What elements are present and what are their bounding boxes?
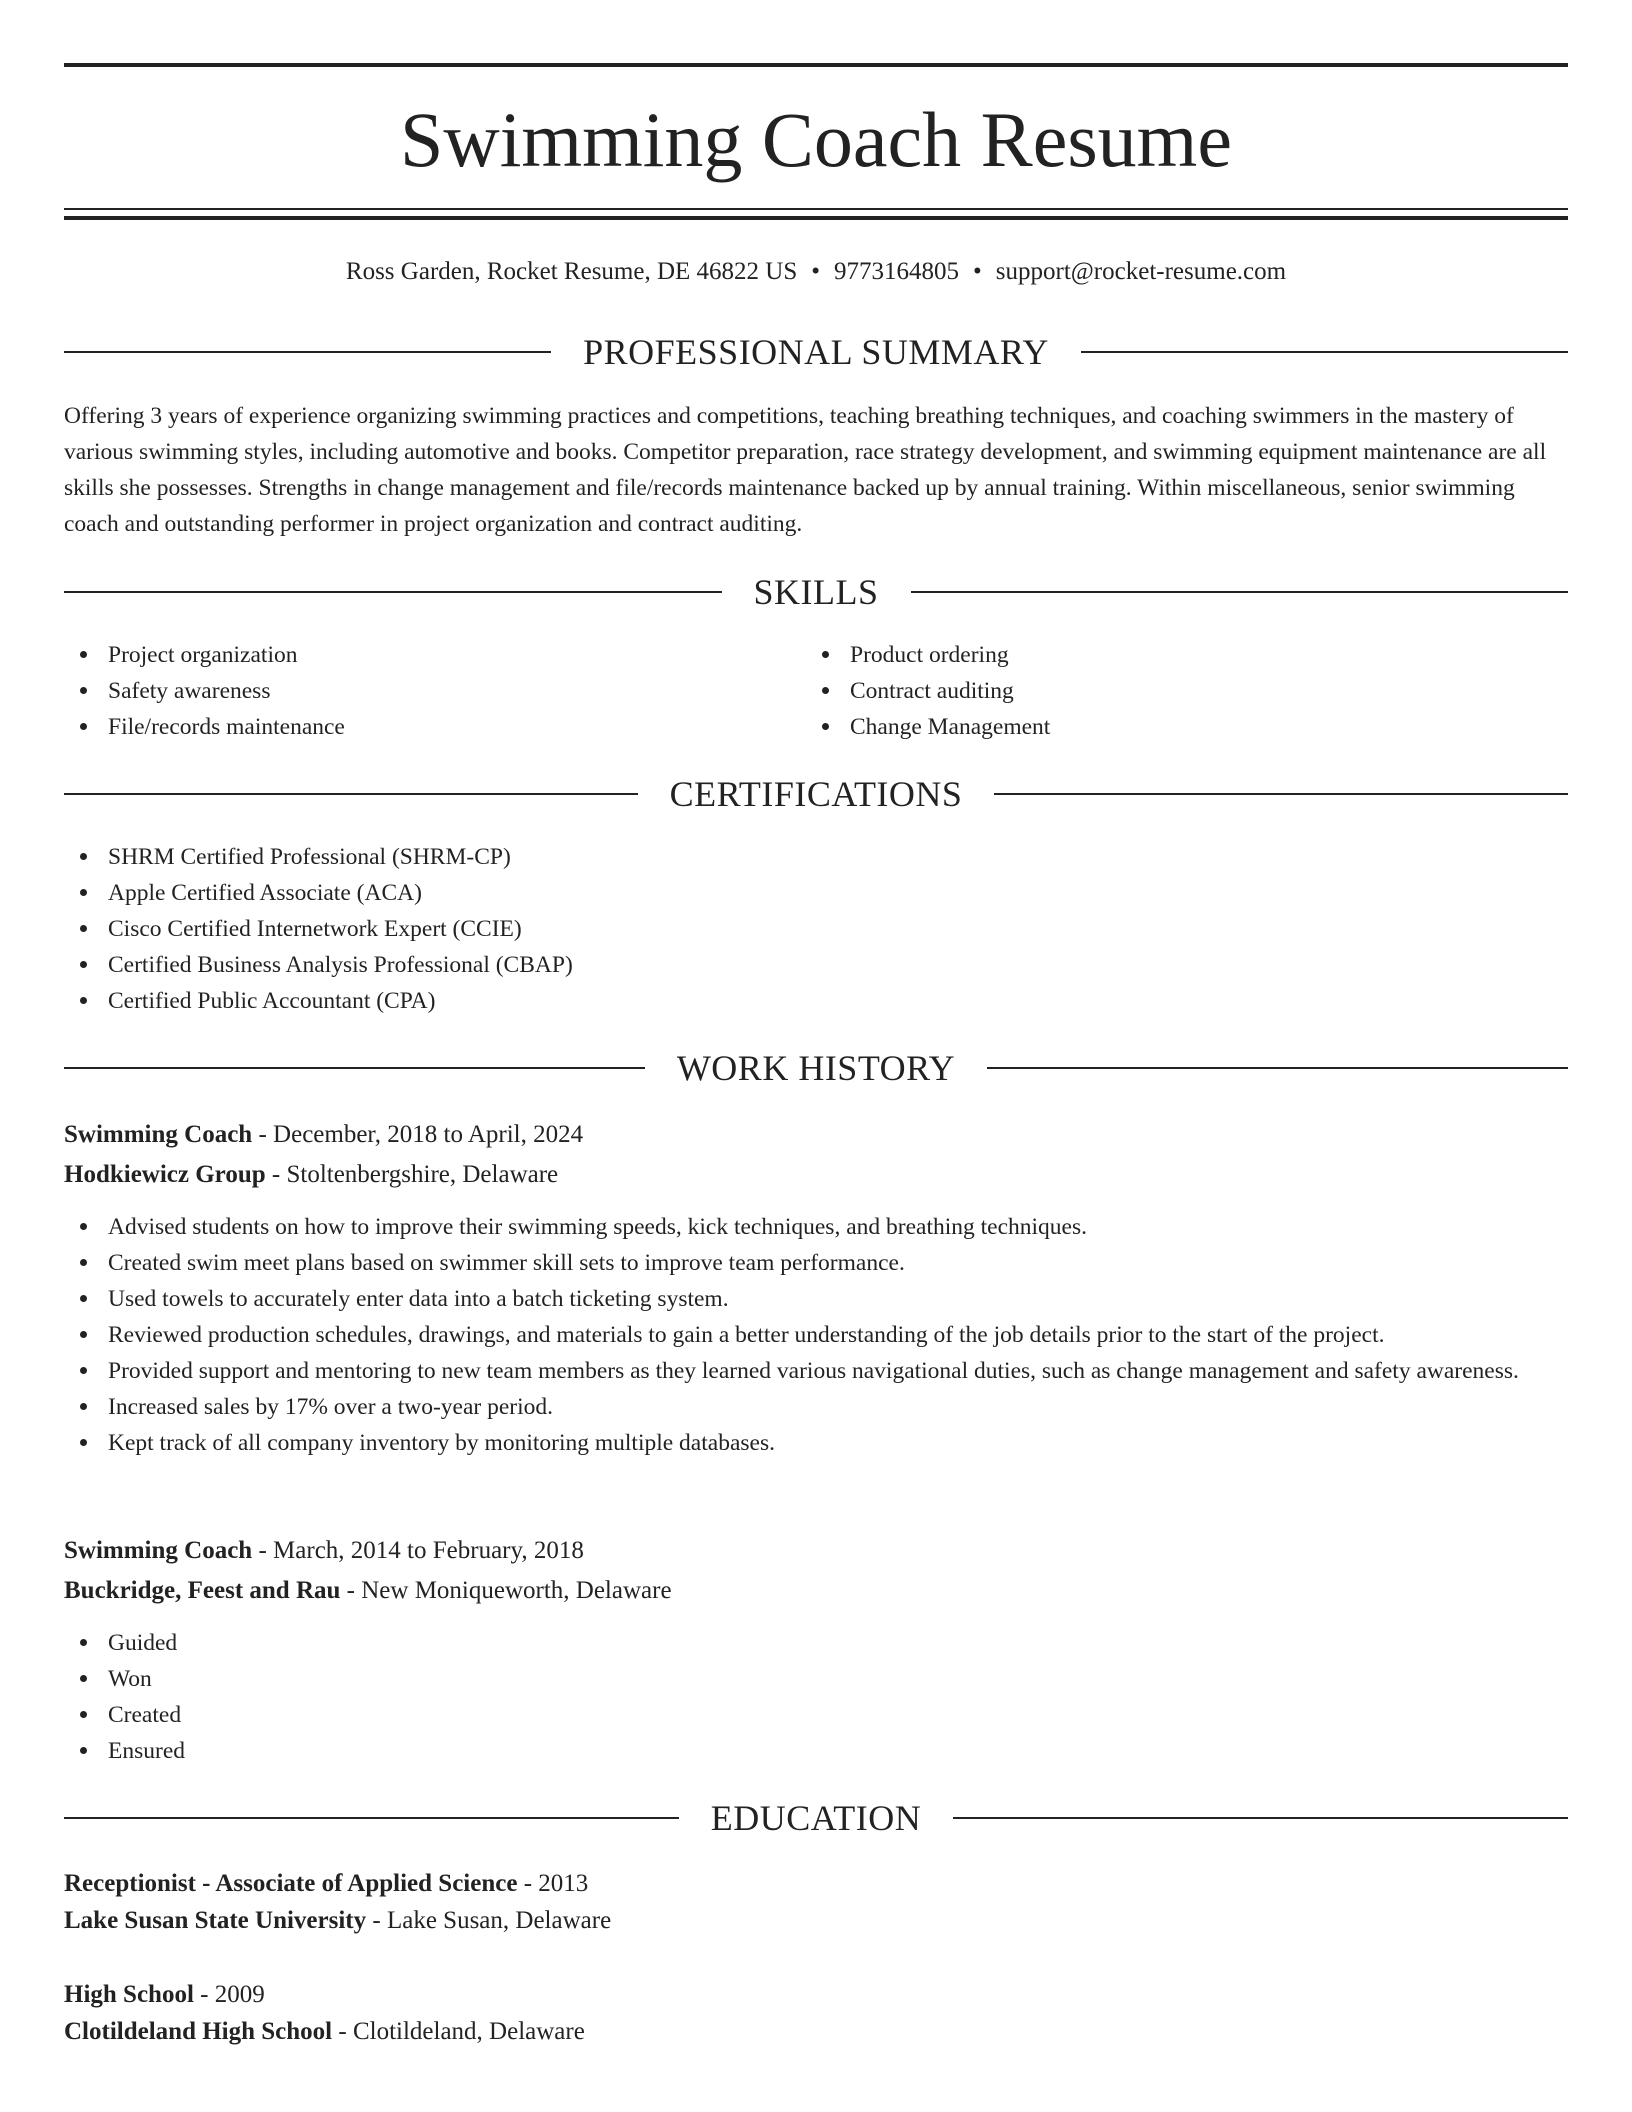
heading-rule [911,591,1569,593]
job-bullet: Advised students on how to improve their swimming speeds, kick techniques, and breathing techniques. [64,1209,1568,1245]
job-bullet: Kept track of all company inventory by monitoring multiple databases. [64,1425,1568,1461]
job-company: Buckridge, Feest and Rau [64,1577,341,1604]
heading-rule [1081,351,1568,353]
contact-separator: • [973,258,982,285]
job-company-line [64,1571,1568,1611]
job-title: Swimming Coach [64,1537,253,1564]
section-heading-work [64,1046,1568,1090]
heading-rule [64,793,638,795]
job-location: Stoltenbergshire, Delaware [286,1161,559,1188]
contact-phone: 9773164805 [834,258,960,285]
education-school-line [64,2012,1568,2052]
section-title: SKILLS [753,572,879,612]
dash-separator: - [366,1907,387,1934]
dash-separator: - [252,1121,274,1148]
heading-rule [64,351,551,353]
education-school-line [64,1901,1568,1941]
top-rule [64,63,1568,67]
job-bullet: Guided [64,1625,1568,1661]
section-heading-summary [64,330,1568,374]
heading-rule [994,793,1568,795]
skill-item: Safety awareness [64,673,764,709]
section-title: WORK HISTORY [676,1048,956,1088]
education-year: 2009 [214,1981,265,2008]
job-bullet: Created [64,1697,1568,1733]
job-location: New Moniqueworth, Delaware [361,1577,672,1604]
section-title: EDUCATION [710,1798,922,1838]
education-degree: Receptionist - Associate of Applied Science [64,1870,518,1897]
contact-email: support@rocket-resume.com [995,258,1287,285]
education-degree-line [64,1975,1568,2015]
education-school: Clotildeland High School [64,2018,333,2045]
job-dates: March, 2014 to February, 2018 [273,1537,584,1564]
title-rule-thin [64,208,1568,210]
certification-item: Certified Business Analysis Professional (CBAP) [64,947,1464,983]
certification-item: Apple Certified Associate (ACA) [64,875,1464,911]
dash-separator: - [340,1577,362,1604]
job-company-line [64,1155,1568,1195]
dash-separator: - [252,1537,274,1564]
certifications-list [64,839,1464,1019]
certification-item: Cisco Certified Internetwork Expert (CCIE) [64,911,1464,947]
contact-separator: • [811,258,821,285]
education-school: Lake Susan State University [64,1907,367,1934]
job-title-line [64,1115,1568,1155]
education-location: Clotildeland, Delaware [352,2018,585,2045]
heading-rule [987,1067,1568,1069]
skill-item: Contract auditing [806,673,1506,709]
title-rule-thick [64,216,1568,220]
dash-separator: - [265,1161,287,1188]
job-bullet: Created swim meet plans based on swimmer skill sets to improve team performance. [64,1245,1568,1281]
summary-text: Offering 3 years of experience organizing swimming practices and competitions, teaching breathing techniques, and coaching swimmers in the mastery of various swimming styles, including automotive and books. Competitor preparation, race strategy development, and swimming equipment maintenance are all skills she possesses. Strengths in change management and file/records maintenance backed up by annual training. Within miscellaneous, senior swimming coach and outstanding performer in project organization and contract auditing. [64,403,1547,537]
skill-item: Change Management [806,709,1506,745]
education-year: 2013 [538,1870,589,1897]
dash-separator: - [193,1981,215,2008]
education-degree: High School [64,1981,194,2008]
dash-separator: - [517,1870,539,1897]
dash-separator: - [332,2018,353,2045]
skills-list-left [64,637,764,745]
job-dates: December, 2018 to April, 2024 [273,1121,584,1148]
job-company: Hodkiewicz Group [64,1161,266,1188]
job-title-line [64,1531,1568,1571]
job-bullet: Provided support and mentoring to new team members as they learned various navigational duties, such as change management and safety awareness. [64,1353,1568,1389]
job-bullet: Ensured [64,1733,1568,1769]
job-bullet: Used towels to accurately enter data into a batch ticketing system. [64,1281,1568,1317]
heading-rule [64,591,722,593]
resume-title: Swimming Coach Resume [400,96,1232,183]
job-bullet: Reviewed production schedules, drawings, and materials to gain a better understanding of the job details prior to the start of the project. [64,1317,1568,1353]
education-degree-line [64,1864,1568,1904]
skill-item: Product ordering [806,637,1506,673]
education-location: Lake Susan, Delaware [386,1907,612,1934]
job-bullet: Won [64,1661,1568,1697]
skills-list-right [806,637,1506,745]
section-heading-certifications [64,772,1568,816]
certification-item: Certified Public Accountant (CPA) [64,983,1464,1019]
skill-item: File/records maintenance [64,709,764,745]
section-heading-skills [64,570,1568,614]
skill-item: Project organization [64,637,764,673]
heading-rule [64,1067,645,1069]
job-bullets [64,1209,1568,1461]
certification-item: SHRM Certified Professional (SHRM-CP) [64,839,1464,875]
job-title: Swimming Coach [64,1121,253,1148]
heading-rule [64,1817,679,1819]
section-heading-education [64,1796,1568,1840]
heading-rule [953,1817,1568,1819]
contact-line [64,254,1568,290]
job-bullets [64,1625,1568,1769]
job-bullet: Increased sales by 17% over a two-year period. [64,1389,1568,1425]
contact-address: Ross Garden, Rocket Resume, DE 46822 US [345,258,798,285]
section-title: PROFESSIONAL SUMMARY [583,332,1049,372]
section-title: CERTIFICATIONS [669,774,963,814]
